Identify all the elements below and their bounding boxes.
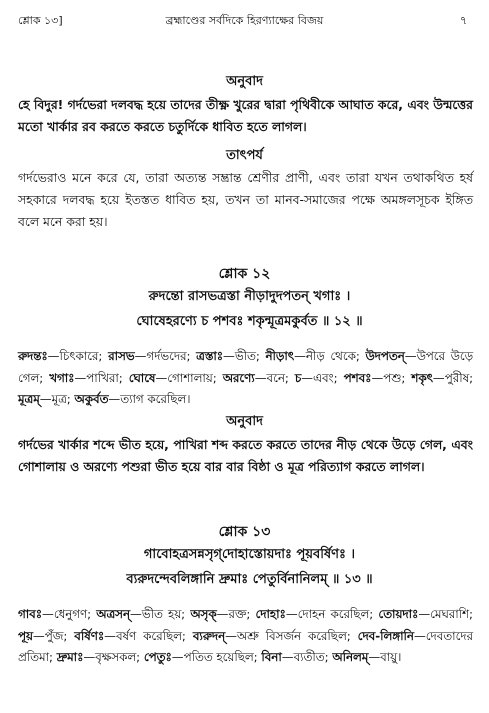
synonym-word: অত্রসন্ (96, 607, 130, 621)
synonym-meaning: বায়ু। (380, 650, 402, 664)
synonym-meaning: পুঁজ; (44, 628, 68, 643)
verse-12-synonyms: রুদন্তঃ—চিৎকারে; রাসভ—গর্দভদের; ত্রস্তাঃ—ভীত; নীড়াৎ—নীড় থেকে; উদপতন্—উপরে উড়ে গেল; খগাঃ—পাখিরা; ঘোষে—গোশালায়; অরণ্যে—বনে; চ—এবং; পশবঃ—পশু; শকৃৎ—পুরীষ; মূত্রম্—মূত্র; অকুর্বত—ত্যাগ করেছিল। (18, 349, 474, 406)
synonym-word: পূয় (18, 628, 33, 643)
synonym-word: দেব-লিঙ্গানি (357, 628, 414, 643)
synonym-meaning: ধেনুগণ; (53, 607, 92, 621)
synonym-word: ব্যরুদন্ (192, 628, 226, 643)
synonym-meaning: গোশালায়; (167, 370, 217, 385)
verse-12-line-2: ঘোষেহরণ্যে চ পশবঃ শকৃন্মূত্রমকুর্বত ॥ ১২ ॥ (136, 314, 363, 329)
synonym-word: অসৃক্ (190, 607, 217, 621)
verse-13-heading: শ্লোক ১৩ (218, 524, 271, 540)
synonym-word: অনিলম্ (332, 650, 369, 664)
purport-text: গর্দভেরাও মনে করে যে, তারা অত্যন্ত সম্ভ্রান্ত শ্রেণীর প্রাণী, এবং তারা যখন তথাকথিত হর্ষ সহকারে দলবদ্ধ হয়ে ইতস্তত ধাবিত হয়, তখন তা মানব-সমাজের পক্ষে অমঙ্গলসূচক ইঙ্গিত বলে মনে করা হয়। (18, 170, 473, 229)
synonym-word: ত্রস্তাঃ (196, 349, 224, 363)
verse-13-line-2: ব্যরুদন্দেবলিঙ্গানি দ্রুমাঃ পেতুর্বিনানিলম্ ॥ ১৩ ॥ (126, 572, 373, 587)
synonym-word: গাবঃ (18, 607, 43, 621)
synonym-meaning: দোহন করেছিল; (297, 607, 374, 621)
header-chapter-title: ব্রহ্মাণ্ডের সর্বদিকে হিরণ্যাক্ষের বিজয় (165, 14, 324, 27)
synonym-word: উদপতন্ (365, 349, 405, 363)
verse-13-line-1: গাবোহত্রসন্নসৃগ্‌দোহাস্তোয়দাঃ পূয়বর্ষিণঃ । (143, 547, 356, 562)
synonym-word: রাসভ (108, 349, 135, 363)
synonym-word: পেতুঃ (143, 650, 172, 664)
synonym-meaning: পতিত হয়েছিল; (183, 650, 258, 664)
synonym-word: রুদন্তঃ (18, 349, 48, 363)
synonym-word: খগাঃ (49, 370, 75, 385)
synonym-meaning: দেবতাদের প্রতিমা; (18, 628, 473, 664)
synonym-word: দোহাঃ (255, 607, 286, 621)
synonym-word: শকৃৎ (411, 370, 433, 385)
synonym-meaning: বৃক্ষসকল; (95, 650, 141, 664)
verse-12-heading: শ্লোক ১২ (218, 266, 271, 282)
translation-text-11: হে বিদুর! গর্দভেরা দলবদ্ধ হয়ে তাদের তীক্ষ্ণ খুরের দ্বারা পৃথিবীকে আঘাত করে, এবং উন্মত্তের মতো খার্কার রব করতে করতে চতুর্দিকে ধাবিত হতে লাগল। (18, 97, 473, 134)
verse-12-line-1: রুদন্তো রাসভত্রস্তা নীড়াদুদপতন্ খগাঃ । (148, 289, 351, 304)
synonym-meaning: বনে; (266, 370, 289, 385)
synonym-meaning: পাখিরা; (86, 370, 123, 385)
synonym-word: মূত্রম্ (18, 392, 40, 406)
header-verse-ref: শ্লোক ১৩] (18, 14, 63, 27)
synonym-meaning: গর্দভদের; (146, 349, 191, 363)
synonym-word: তোয়দাঃ (378, 607, 419, 621)
synonym-meaning: ভীত; (234, 349, 260, 363)
synonym-meaning: নীড় থেকে; (305, 349, 360, 363)
synonym-meaning: ত্যাগ করেছিল। (120, 392, 191, 406)
synonym-word: ঘোষে (128, 370, 156, 385)
synonym-meaning: এবং; (313, 370, 338, 385)
synonym-meaning: চিৎকারে; (59, 349, 103, 363)
synonym-word: চ (294, 370, 302, 385)
translation-heading-12: অনুবাদ (226, 414, 263, 429)
synonym-meaning: ভীত হয়; (141, 607, 186, 621)
translation-heading-11: অনুবাদ (226, 74, 263, 89)
synonym-meaning: রক্ত; (228, 607, 251, 621)
verse-13-synonyms: গাবঃ—ধেনুগণ; অত্রসন্—ভীত হয়; অসৃক্—রক্ত; দোহাঃ—দোহন করেছিল; তোয়দাঃ—মেঘরাশি; পূয়—পুঁজ; বর্ষিণঃ—বর্ষণ করেছিল; ব্যরুদন্—অশ্রু বিসর্জন করেছিল; দেব-লিঙ্গানি—দেবতাদের প্রতিমা; দ্রুমাঃ—বৃক্ষসকল; পেতুঃ—পতিত হয়েছিল; বিনা—ব্যতীত; অনিলম্—বায়ু। (18, 607, 474, 664)
synonym-meaning: মেঘরাশি; (430, 607, 474, 621)
synonym-word: পশবঃ (343, 370, 372, 385)
synonym-meaning: অশ্রু বিসর্জন করেছিল; (236, 628, 351, 643)
translation-text-12: গর্দভের খার্কার শব্দে ভীত হয়ে, পাখিরা শব্দ করতে করতে তাদের নীড় থেকে উড়ে গেল, এবং গোশালায় ও অরণ্যে পশুরা ভীত হয়ে বার বার বিষ্ঠা ও মূত্র পরিত্যাগ করতে লাগল। (18, 437, 473, 474)
synonym-word: দ্রুমাঃ (56, 650, 84, 664)
running-header (18, 12, 471, 30)
synonym-meaning: মূত্র; (51, 392, 71, 406)
synonym-meaning: বর্ষণ করেছিল; (115, 628, 186, 643)
synonym-meaning: উপরে উড়ে গেল; (18, 349, 474, 385)
synonym-word: নীড়াৎ (265, 349, 295, 363)
synonym-meaning: পশু; (383, 370, 406, 385)
purport-heading: তাৎপর্য (226, 148, 263, 163)
synonym-word: বিনা (261, 650, 282, 664)
synonym-word: বর্ষিণঃ (74, 628, 105, 643)
synonym-meaning: পুরীষ; (444, 370, 474, 385)
synonym-word: অরণ্যে (222, 370, 255, 385)
synonym-word: অকুর্বত (74, 392, 109, 406)
synonym-meaning: ব্যতীত; (293, 650, 329, 664)
page-number: ৭ (459, 14, 467, 27)
